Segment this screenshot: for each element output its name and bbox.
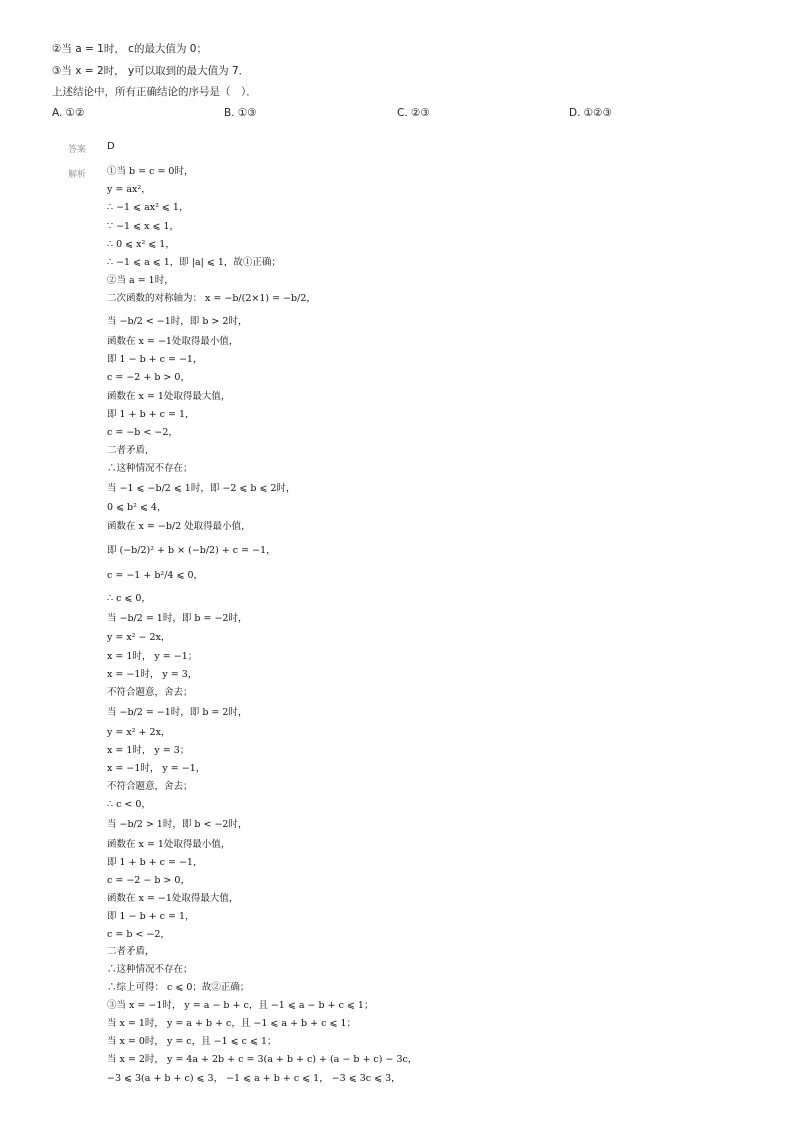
analysis-line: 函数在 x = −1处取得最大值， (107, 893, 239, 904)
analysis-line: 二次函数的对称轴为： x = −b/(2×1) = −b/2， (107, 293, 316, 304)
analysis-line: ∴这种情况不存在； (107, 964, 193, 975)
analysis-line: ∴综上可得： c ⩽ 0；故②正确； (107, 982, 250, 993)
analysis-line: 当 x = 0时， y = c，且 −1 ⩽ c ⩽ 1； (107, 1036, 277, 1047)
analysis-line: ∵ −1 ⩽ x ⩽ 1， (107, 221, 179, 232)
analysis-line: 当 −b/2 = −1时，即 b = 2时， (107, 707, 248, 718)
analysis-line: ①当 b = c = 0时， (107, 166, 194, 177)
analysis-line: c = −1 + b²/4 ⩽ 0， (107, 570, 204, 581)
analysis-line: c = −2 + b > 0， (107, 372, 190, 383)
option-c: C. ②③ (397, 107, 430, 119)
analysis-line: 即 1 + b + c = 1， (107, 409, 195, 420)
analysis-line: y = x² − 2x， (107, 632, 171, 643)
analysis-line: 函数在 x = −b/2 处取得最小值， (107, 521, 251, 532)
answer-value: D (107, 141, 115, 152)
analysis-line: c = −b < −2， (107, 427, 178, 438)
analysis-line: 即 1 − b + c = −1， (107, 354, 203, 365)
analysis-line: x = −1时， y = 3， (107, 669, 198, 680)
analysis-line: −3 ⩽ 3(a + b + c) ⩽ 3， −1 ⩽ a + b + c ⩽ 1， −3 ⩽ 3c ⩽ 3， (107, 1073, 401, 1084)
option-a: A. ①② (52, 107, 85, 119)
analysis-line: 当 x = 1时， y = a + b + c，且 −1 ⩽ a + b + c ⩽ 1； (107, 1018, 357, 1029)
question-line-4: 上述结论中，所有正确结论的序号是（ ）． (52, 86, 257, 98)
analysis-line: y = x² + 2x， (107, 727, 171, 738)
option-d: D. ①②③ (569, 107, 612, 119)
question-line-3: ③当 x = 2时， y可以取到的最大值为 7． (52, 65, 250, 77)
analysis-line: ∴ c ⩽ 0， (107, 593, 151, 604)
analysis-line: x = 1时， y = 3； (107, 745, 190, 756)
analysis-line: 当 −b/2 > 1时，即 b < −2时， (107, 819, 248, 830)
analysis-line: x = −1时， y = −1， (107, 763, 206, 774)
analysis-line: ∴这种情况不存在； (107, 463, 193, 474)
analysis-line: 函数在 x = 1处取得最大值， (107, 391, 231, 402)
analysis-line: 当 −b/2 < −1时，即 b > 2时， (107, 316, 248, 327)
analysis-line: 0 ⩽ b² ⩽ 4， (107, 502, 167, 513)
analysis-line: 函数在 x = 1处取得最小值， (107, 839, 231, 850)
option-b: B. ①③ (224, 107, 257, 119)
analysis-line: ∴ 0 ⩽ x² ⩽ 1， (107, 239, 175, 250)
analysis-line: ∴ −1 ⩽ ax² ⩽ 1， (107, 202, 189, 213)
analysis-line: 不符合题意，舍去； (107, 781, 193, 792)
analysis-line: 二者矛盾， (107, 445, 155, 456)
question-line-2: ②当 a = 1时， c的最大值为 0； (52, 43, 207, 55)
analysis-line: c = b < −2， (107, 929, 170, 940)
analysis-line: ②当 a = 1时， (107, 275, 174, 286)
analysis-label: 解析 (68, 170, 87, 180)
analysis-line: ③当 x = −1时， y = a − b + c，且 −1 ⩽ a − b + c ⩽ 1； (107, 1000, 374, 1011)
analysis-line: 当 −b/2 = 1时，即 b = −2时， (107, 613, 248, 624)
analysis-line: 二者矛盾， (107, 946, 155, 957)
analysis-line: y = ax²， (107, 184, 151, 195)
analysis-line: c = −2 − b > 0， (107, 875, 190, 886)
analysis-line: ∴ c < 0， (107, 799, 151, 810)
analysis-line: 即 1 + b + c = −1， (107, 857, 203, 868)
analysis-line: 函数在 x = −1处取得最小值， (107, 336, 239, 347)
analysis-line: ∴ −1 ⩽ a ⩽ 1，即 |a| ⩽ 1，故①正确； (107, 257, 281, 268)
analysis-line: 即 (−b/2)² + b × (−b/2) + c = −1， (107, 545, 276, 556)
answer-label: 答案 (68, 145, 87, 155)
analysis-line: 即 1 − b + c = 1， (107, 911, 195, 922)
analysis-line: 当 x = 2时， y = 4a + 2b + c = 3(a + b + c) + (a − b + c) − 3c， (107, 1054, 418, 1065)
analysis-line: 不符合题意，舍去； (107, 687, 193, 698)
analysis-line: 当 −1 ⩽ −b/2 ⩽ 1时，即 −2 ⩽ b ⩽ 2时， (107, 483, 296, 494)
analysis-line: x = 1时， y = −1； (107, 651, 198, 662)
